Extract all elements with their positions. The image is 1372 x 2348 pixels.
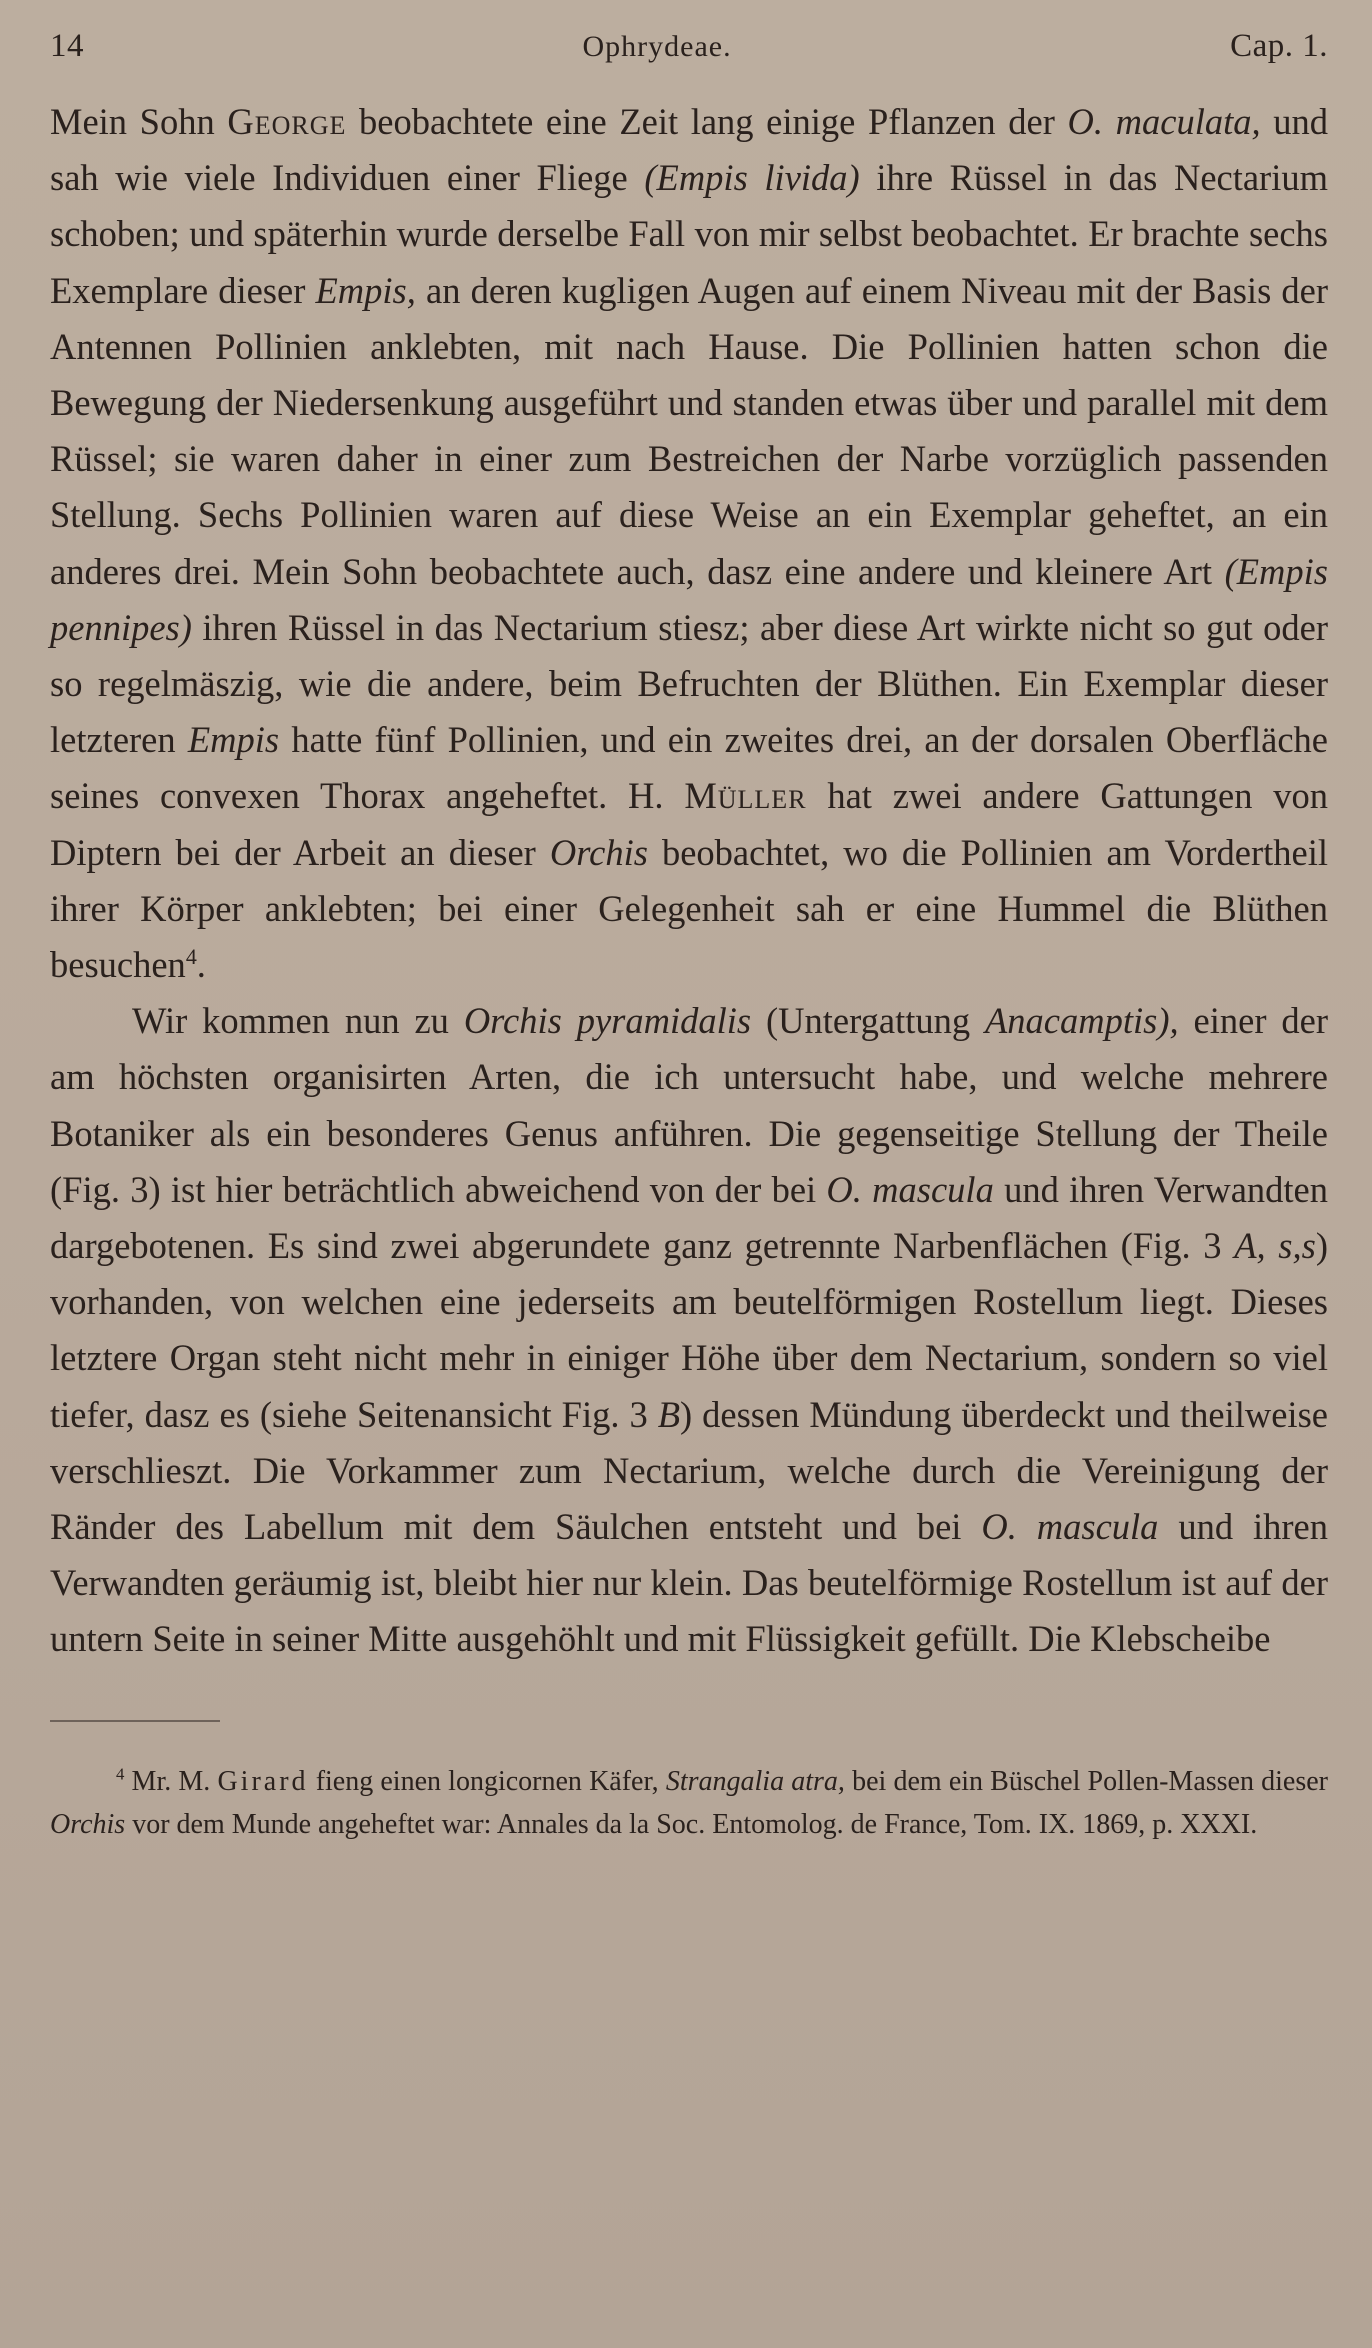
species-name: (Empis pennipes) <box>50 550 1328 648</box>
paragraph-1 <box>50 94 1328 993</box>
species-name: Strangalia atra, <box>665 1765 845 1797</box>
species-name: Orchis <box>549 831 648 873</box>
text-run: (Untergattung <box>751 1000 986 1042</box>
page-number: 14 <box>50 28 84 64</box>
footnote-divider <box>50 1720 220 1722</box>
text-run: ) dessen Mündung überdeckt und theilweise verschlieszt. Die Vorkammer zum Nectarium, welche durch die Vereinigung der Ränder des Labellum mit dem Säulchen entsteht und bei <box>50 1393 1328 1548</box>
person-name: Müller <box>684 775 807 817</box>
text-run: an deren kugligen Augen auf einem Niveau mit der Basis der Antennen Pollinien anklebten, mit nach Hause. Die Pollinien hatten schon die Bewegung der Niedersenkung ausgeführt und standen etwas über und parallel mit dem Rüssel; sie waren daher in einer zum Bestreichen der Narbe vorzüglich passenden Stellung. Sechs Pollinien waren auf diese Weise an ein Exemplar geheftet, an ein anderes drei. Mein Sohn beobachtete auch, dasz eine andere und kleinere Art <box>50 269 1329 592</box>
text-run: Mr. M. <box>124 1765 218 1797</box>
footnote-reference[interactable]: 4 <box>185 943 197 969</box>
species-name: O. maculata, <box>1067 101 1261 142</box>
footnote <box>50 1760 1328 1846</box>
text-run: und ihren Verwandten dargebotenen. Es sind zwei abgerundete ganz getrennte Narbenflächen (Fig. 3 <box>50 1168 1328 1267</box>
text-run: beobachtete eine Zeit lang einige Pflanzen der <box>346 101 1068 142</box>
species-name: Anacamptis), <box>985 1000 1179 1042</box>
text-run: Wir kommen nun zu <box>132 1000 464 1042</box>
text-run: ihre Rüssel in das Nectarium schoben; und späterhin wurde derselbe Fall von mir selbst beobachtet. Er brachte sechs Exemplare dieser <box>50 157 1328 311</box>
text-run: . <box>196 944 206 986</box>
running-title: Ophrydeae. <box>582 30 732 63</box>
species-name: (Empis livida) <box>644 157 860 199</box>
text-run: und sah wie viele Individuen einer Fliege <box>50 101 1328 199</box>
species-name: Orchis <box>50 1808 126 1840</box>
text-run: einer der am höchsten organisirten Arten, die ich untersucht habe, und welche mehrere Botaniker als ein besonderes Genus anführen. Die gegenseitige Stellung der Theile (Fig. 3) ist hier beträchtlich abweichend von der bei <box>50 1000 1328 1210</box>
footnote-mark: 4 <box>116 1764 125 1784</box>
text-run: hatte fünf Pollinien, und ein zweites drei, an der dorsalen Oberfläche seines convexen Thorax angeheftet. H. <box>50 719 1328 817</box>
text-run: fieng einen longicornen Käfer, <box>308 1765 666 1797</box>
body-text <box>50 94 1328 1668</box>
species-name: O. mascula <box>826 1168 994 1210</box>
text-run: beobachtet, wo die Pollinien am Vordertheil ihrer Körper anklebten; bei einer Gelegenheit sah er eine Hummel die Blüthen besuchen <box>50 831 1328 986</box>
text-run: und ihren Verwandten geräumig ist, bleibt hier nur klein. Das beutelförmige Rostellum ist auf der untern Seite in seiner Mitte ausgehöhlt und mit Flüssigkeit gefüllt. Die Klebscheibe <box>50 1506 1329 1660</box>
figure-label: B <box>657 1393 680 1435</box>
text-run: Mein Sohn <box>50 101 228 142</box>
running-head <box>50 28 1328 84</box>
text-run: hat zwei andere Gattungen von Diptern bei der Arbeit an dieser <box>50 775 1328 873</box>
species-name: Empis <box>187 719 280 761</box>
text-run: ihren Rüssel in das Nectarium stiesz; aber diese Art wirkte nicht so gut oder so regelmäszig, wie die andere, beim Befruchten der Blüthen. Ein Exemplar dieser letzteren <box>50 606 1328 761</box>
text-run: ) vorhanden, von welchen eine jederseits am beutelförmigen Rostellum liegt. Dieses letztere Organ steht nicht mehr in einiger Höhe über dem Nectarium, sondern so viel tiefer, dasz es (siehe Seitenansicht Fig. 3 <box>50 1225 1328 1435</box>
person-name: Girard <box>217 1765 309 1797</box>
species-name: Empis, <box>315 269 416 311</box>
person-name: George <box>227 101 347 142</box>
paragraph-2 <box>50 993 1328 1667</box>
figure-label: A, s,s <box>1234 1225 1316 1267</box>
text-run: vor dem Munde angeheftet war: Annales da la Soc. Entomolog. de France, Tom. IX. 1869, p. XXXI. <box>125 1808 1258 1840</box>
chapter-label: Cap. 1. <box>1230 28 1328 64</box>
species-name: Orchis pyramidalis <box>463 1000 752 1042</box>
text-run: bei dem ein Büschel Pollen-Massen dieser <box>844 1765 1328 1797</box>
species-name: O. mascula <box>981 1506 1159 1548</box>
